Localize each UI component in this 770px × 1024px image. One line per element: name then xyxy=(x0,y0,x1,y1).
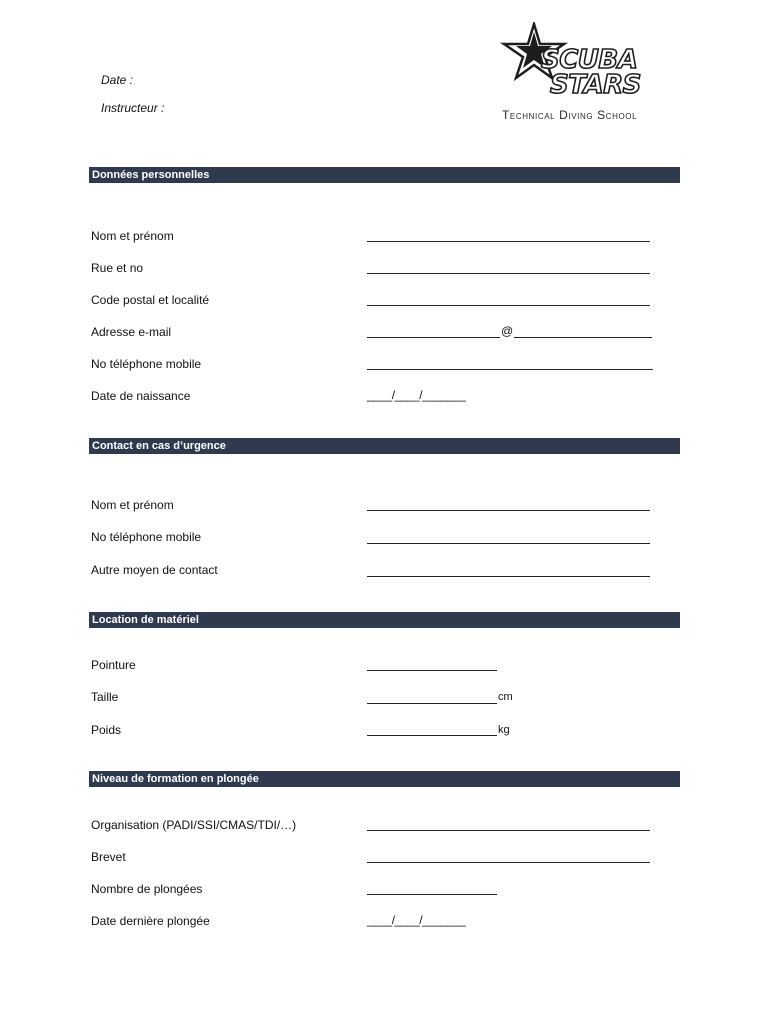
training-dives-label: Nombre de plongées xyxy=(91,882,203,896)
email-at-sign: @ xyxy=(501,324,513,338)
personal-mobile-field[interactable] xyxy=(367,369,653,370)
scuba-stars-logo xyxy=(494,22,684,127)
personal-postal-field[interactable] xyxy=(367,305,650,306)
logo-word-scuba: SCUBA xyxy=(541,45,638,75)
instructor-label: Instructeur : xyxy=(101,101,165,115)
personal-birthdate-field[interactable]: ____/____/_______ xyxy=(367,388,466,402)
logo-tagline: Technical Diving School xyxy=(502,108,638,122)
section-emergency-header: Contact en cas d’urgence xyxy=(89,438,680,454)
emergency-other-field[interactable] xyxy=(367,576,650,577)
personal-street-label: Rue et no xyxy=(91,261,144,275)
training-last-dive-field[interactable]: ____/____/_______ xyxy=(367,913,466,927)
personal-email-domain-field[interactable] xyxy=(514,337,652,338)
training-dives-field[interactable] xyxy=(367,894,497,895)
training-cert-field[interactable] xyxy=(367,862,650,863)
equipment-height-label: Taille xyxy=(91,690,119,704)
training-cert-label: Brevet xyxy=(91,850,126,864)
date-label: Date : xyxy=(101,73,134,87)
logo-word-stars: STARS xyxy=(550,70,641,100)
equipment-shoe-label: Pointure xyxy=(91,658,136,672)
emergency-name-field[interactable] xyxy=(367,510,650,511)
equipment-height-field[interactable] xyxy=(367,703,497,704)
personal-email-label: Adresse e-mail xyxy=(91,325,172,339)
personal-email-user-field[interactable] xyxy=(367,337,500,338)
weight-unit: kg xyxy=(498,724,510,736)
training-last-dive-label: Date dernière plongée xyxy=(91,914,210,928)
emergency-mobile-label: No téléphone mobile xyxy=(91,530,202,544)
section-equipment-header: Location de matériel xyxy=(89,612,680,628)
personal-birthdate-label: Date de naissance xyxy=(91,389,191,403)
personal-name-field[interactable] xyxy=(367,241,650,242)
section-personal-header: Données personnelles xyxy=(89,167,680,183)
personal-street-field[interactable] xyxy=(367,273,650,274)
emergency-name-label: Nom et prénom xyxy=(91,498,174,512)
equipment-weight-label: Poids xyxy=(91,723,122,737)
section-training-header: Niveau de formation en plongée xyxy=(89,771,680,787)
equipment-shoe-field[interactable] xyxy=(367,670,497,671)
training-org-field[interactable] xyxy=(367,830,650,831)
training-org-label: Organisation (PADI/SSI/CMAS/TDI/…) xyxy=(91,818,297,832)
height-unit: cm xyxy=(498,691,513,703)
personal-mobile-label: No téléphone mobile xyxy=(91,357,202,371)
emergency-mobile-field[interactable] xyxy=(367,543,650,544)
equipment-weight-field[interactable] xyxy=(367,735,497,736)
emergency-other-label: Autre moyen de contact xyxy=(91,563,218,577)
personal-name-label: Nom et prénom xyxy=(91,229,174,243)
personal-postal-label: Code postal et localité xyxy=(91,293,210,307)
